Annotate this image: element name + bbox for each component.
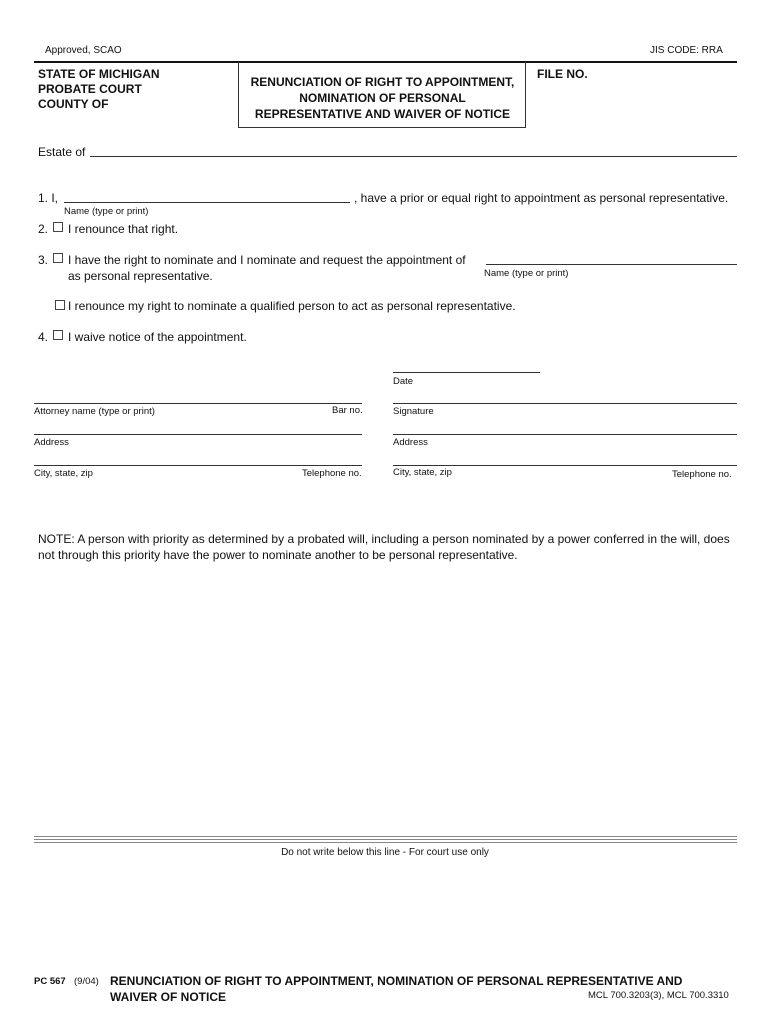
header-top-rule — [34, 61, 737, 63]
footer-title-line2: WAIVER OF NOTICE — [110, 990, 227, 1004]
date-line — [393, 372, 540, 373]
city-left-input[interactable] — [36, 450, 356, 464]
note-line1: NOTE: A person with priority as determined by a probated will, including a person nominated by a power conferred in the will, does — [38, 532, 730, 546]
header-divider-right — [525, 61, 526, 128]
court-name: PROBATE COURT — [38, 82, 142, 96]
signature-line — [393, 403, 737, 404]
item2-checkbox[interactable] — [53, 222, 63, 232]
attorney-name-line — [34, 403, 362, 404]
file-no-input[interactable] — [540, 86, 730, 100]
address-right-label: Address — [393, 437, 428, 448]
address-right-line — [393, 434, 737, 435]
court-use-label: Do not write below this line - For court use only — [281, 847, 489, 858]
form-title-line1: RENUNCIATION OF RIGHT TO APPOINTMENT, — [250, 75, 515, 89]
address-left-label: Address — [34, 437, 69, 448]
item1-number: 1. I, — [38, 191, 59, 205]
estate-of-line — [90, 156, 737, 157]
attorney-name-label: Attorney name (type or print) — [34, 406, 155, 417]
estate-of-input[interactable] — [92, 141, 732, 155]
footer-mcl: MCL 700.3203(3), MCL 700.3310 — [588, 990, 729, 1001]
court-use-rule-2 — [34, 839, 737, 840]
item3-text-2: as personal representative. — [68, 269, 213, 283]
footer-revision: (9/04) — [74, 976, 99, 987]
item4-number: 4. — [38, 330, 49, 344]
form-title-line3: REPRESENTATIVE AND WAIVER OF NOTICE — [254, 107, 511, 121]
approved-label: Approved, SCAO — [45, 45, 122, 56]
address-left-line — [34, 434, 362, 435]
estate-of-label: Estate of — [38, 145, 86, 159]
header-divider-left — [238, 61, 239, 128]
footer-title-line1: RENUNCIATION OF RIGHT TO APPOINTMENT, NOMINATION OF PERSONAL REPRESENTATIVE AND — [110, 974, 683, 988]
date-label: Date — [393, 376, 414, 387]
court-state: STATE OF MICHIGAN — [38, 67, 160, 81]
item2-text: I renounce that right. — [68, 222, 179, 236]
item3-nominee-input[interactable] — [488, 249, 733, 263]
file-no-label: FILE NO. — [537, 67, 588, 81]
court-use-rule-1 — [34, 836, 737, 837]
address-left-input[interactable] — [36, 419, 356, 433]
title-box-bottom — [238, 127, 526, 128]
item3-text: I have the right to nominate and I nominate and request the appointment of — [68, 253, 466, 267]
attorney-name-input[interactable] — [36, 388, 296, 402]
city-right-line — [393, 465, 737, 466]
telephone-left-label: Telephone no. — [302, 468, 362, 479]
item1-name-line — [64, 202, 350, 203]
telephone-right-label: Telephone no. — [672, 469, 732, 480]
city-left-label: City, state, zip — [34, 468, 93, 479]
item3-nominee-line — [486, 264, 737, 265]
form-title-line2: NOMINATION OF PERSONAL — [299, 91, 466, 105]
signature-label: Signature — [393, 406, 434, 417]
item4-checkbox[interactable] — [53, 330, 63, 340]
note-line2: not through this priority have the power to nominate another to be personal representative. — [38, 548, 518, 562]
court-county: COUNTY OF — [38, 97, 109, 111]
bar-no-label: Bar no. — [332, 405, 363, 416]
footer-form-number: PC 567 — [34, 976, 66, 987]
form-title — [240, 74, 525, 122]
city-right-input[interactable] — [395, 450, 733, 464]
item3-checkbox[interactable] — [53, 253, 63, 263]
city-right-label: City, state, zip — [393, 467, 452, 478]
item3-name-caption: Name (type or print) — [484, 268, 569, 279]
court-use-rule-3 — [34, 842, 737, 843]
item3-number: 3. — [38, 253, 49, 267]
item1-name-input[interactable] — [66, 187, 346, 201]
item1-name-caption: Name (type or print) — [64, 206, 149, 217]
item1-text: , have a prior or equal right to appointment as personal representative. — [354, 191, 729, 205]
item2-number: 2. — [38, 222, 49, 236]
date-input[interactable] — [395, 357, 535, 371]
item4-text: I waive notice of the appointment. — [68, 330, 247, 344]
county-input[interactable] — [112, 98, 222, 112]
address-right-input[interactable] — [395, 419, 733, 433]
item3b-checkbox[interactable] — [55, 300, 65, 310]
city-left-line — [34, 465, 362, 466]
item3b-text: I renounce my right to nominate a qualified person to act as personal representative. — [68, 299, 516, 313]
note — [38, 531, 730, 563]
jis-code: JIS CODE: RRA — [650, 45, 723, 56]
